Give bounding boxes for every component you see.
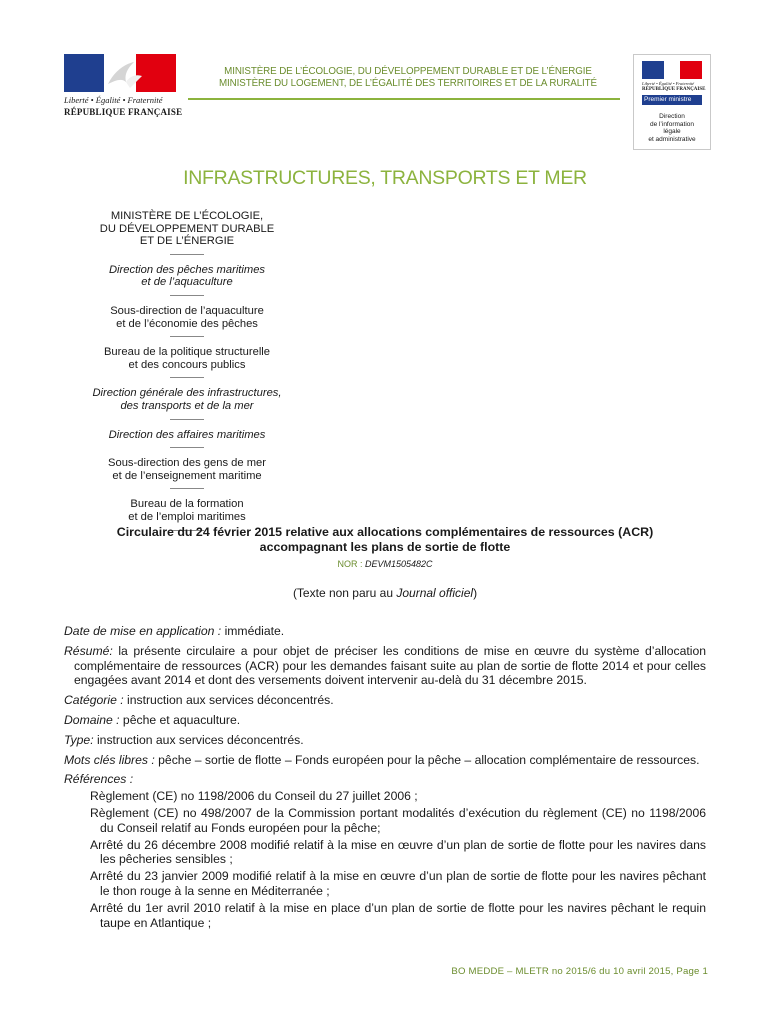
- org-separator: [170, 254, 204, 255]
- references-list: [64, 789, 706, 930]
- org-separator: [170, 377, 204, 378]
- type: Type: instruction aux services déconcentrés.: [64, 732, 304, 747]
- circular-body: [64, 624, 706, 932]
- ministry-line-1: MINISTÈRE DE L’ÉCOLOGIE, DU DÉVELOPPEMENT DURABLE ET DE L’ÉNERGIE: [224, 66, 592, 77]
- header-divider: [188, 98, 620, 100]
- nor-label: NOR :: [337, 559, 365, 569]
- org-item: Direction des pêches maritimes et de l’aquaculture: [108, 263, 266, 289]
- reference-item: Arrêté du 23 janvier 2009 modifié relatif à la mise en œuvre d’un plan de sortie de flotte pour les navires pêchant le thon rouge à la senne en Méditerranée ;: [90, 869, 706, 898]
- org-item: Sous-direction de l’aquaculture et de l’économie des pêches: [110, 304, 264, 330]
- republique-francaise-logo: [64, 54, 183, 117]
- marianne-flag-icon: [64, 54, 176, 92]
- reference-item: Arrêté du 26 décembre 2008 modifié relatif à la mise en œuvre d’un plan de sortie de flotte pour les navires dans les pêcheries sensibles ;: [90, 837, 706, 867]
- references-label: Références :: [64, 772, 134, 787]
- reference-item: Règlement (CE) no 498/2007 de la Commission portant modalités d’exécution du règlement (CE) no 1198/2006 du Conseil relatif au Fonds européen pour la pêche;: [90, 805, 706, 835]
- section-title: INFRASTRUCTURES, TRANSPORTS ET MER: [183, 167, 587, 189]
- nor-reference: [0, 559, 770, 569]
- journal-officiel-note: (Texte non paru au Journal officiel): [292, 586, 478, 600]
- nor-code: DEVM1505482C: [364, 559, 433, 569]
- org-separator: [170, 447, 204, 448]
- republique-text: RÉPUBLIQUE FRANÇAISE: [64, 107, 183, 117]
- org-separator: [170, 488, 204, 489]
- org-item: MINISTÈRE DE L’ÉCOLOGIE, DU DÉVELOPPEMENT DURABLE ET DE L’ÉNERGIE: [99, 210, 275, 248]
- mini-motto: Liberté • Égalité • Fraternité: [642, 81, 695, 86]
- ministry-header: [188, 66, 628, 90]
- circular-title: Circulaire du 24 février 2015 relative aux allocations complémentaires de ressources (ACR) accompagnant les plans de sortie de flotte: [116, 525, 654, 554]
- org-item: Bureau de la formation et de l’emploi maritimes: [128, 498, 246, 523]
- reference-item: Règlement (CE) no 1198/2006 du Conseil du 27 juillet 2006 ;: [90, 789, 418, 804]
- dila-logo: [633, 54, 711, 150]
- org-hierarchy: [56, 210, 318, 540]
- page-footer: BO MEDDE – MLETR no 2015/6 du 10 avril 2015, Page 1: [451, 966, 708, 977]
- org-item: Sous-direction des gens de mer et de l’enseignement maritime: [108, 457, 266, 482]
- categorie: Catégorie : instruction aux services déconcentrés.: [64, 693, 334, 708]
- ministry-line-2: MINISTÈRE DU LOGEMENT, DE L’ÉGALITÉ DES TERRITOIRES ET DE LA RURALITÉ: [219, 78, 597, 89]
- mini-flag-icon: [642, 61, 702, 79]
- reference-item: Arrêté du 1er avril 2010 relatif à la mise en place d’un plan de sortie de flotte pour les navires pêchant le requin taupe en Atlantique ;: [90, 900, 706, 930]
- org-item: Direction générale des infrastructures, des transports et de la mer: [92, 387, 282, 412]
- org-item: Direction des affaires maritimes: [108, 428, 266, 441]
- mini-republique: RÉPUBLIQUE FRANÇAISE: [642, 87, 706, 92]
- premier-ministre-badge: Premier ministre: [642, 95, 702, 105]
- org-separator: [170, 336, 204, 337]
- domaine: Domaine : pêche et aquaculture.: [64, 712, 241, 727]
- org-item: Bureau de la politique structurelle et des concours publics: [103, 346, 271, 371]
- org-separator: [170, 295, 204, 296]
- org-separator: [170, 419, 204, 420]
- resume: Résumé: la présente circulaire a pour objet de préciser les conditions de mise en œuvre du système d’allocation complémentaire de ressources (ACR) pour les demandes faisant suite au plan de sortie de flotte 2014 et pour celles engagées avant 2014 et dont des versements doivent intervenir au-delà du 31 décembre 2015.: [64, 643, 706, 688]
- mots-cles: Mots clés libres : pêche – sortie de flotte – Fonds européen pour la pêche – allocation complémentaire de ressources.: [64, 752, 700, 767]
- date-application: Date de mise en application : immédiate.: [64, 624, 285, 638]
- dila-text: Direction de l’information légale et administrative: [648, 113, 696, 143]
- motto-text: Liberté • Égalité • Fraternité: [64, 95, 163, 105]
